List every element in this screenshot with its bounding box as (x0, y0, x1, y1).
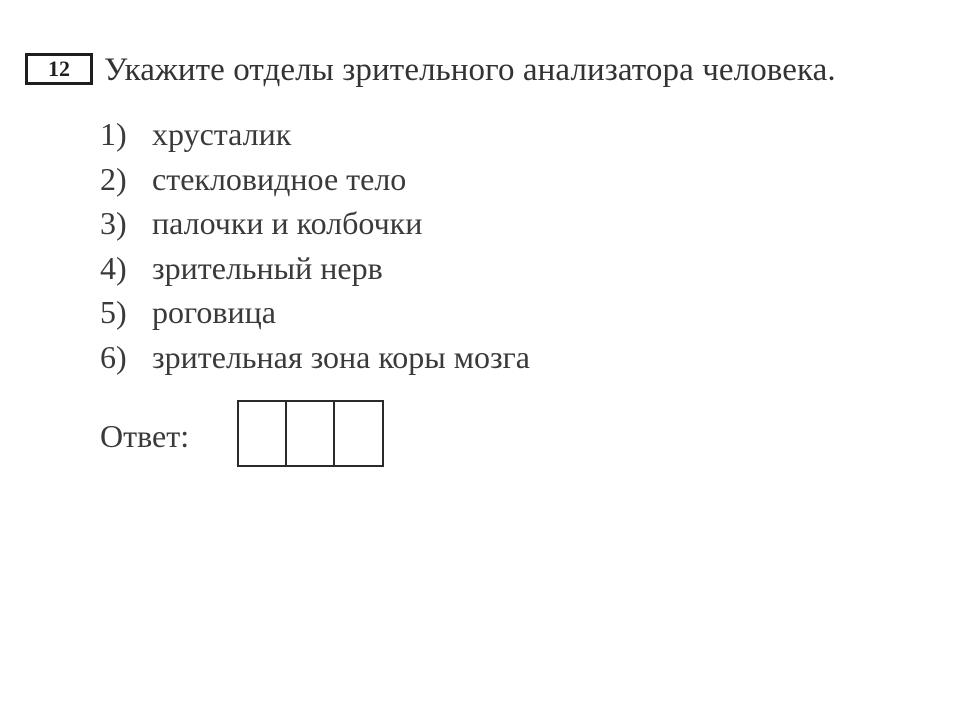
option-number: 3) (100, 205, 127, 242)
options-list (100, 112, 530, 380)
option-item-1 (100, 112, 530, 157)
option-label: стекловидное тело (152, 160, 407, 197)
answer-cell-3[interactable] (335, 402, 382, 465)
question-number-box: 12 (25, 53, 93, 85)
answer-grid (237, 400, 384, 467)
answer-label: Ответ: (100, 418, 190, 454)
option-label: зрительная зона коры мозга (152, 338, 530, 375)
option-item-6 (100, 335, 530, 380)
option-label: зрительный нерв (152, 249, 383, 286)
option-label: роговица (152, 294, 276, 331)
option-number: 6) (100, 338, 127, 375)
option-number: 5) (100, 294, 127, 331)
answer-cell-2[interactable] (287, 402, 335, 465)
option-item-2 (100, 157, 530, 202)
option-number: 1) (100, 116, 127, 152)
option-label: палочки и колбочки (152, 205, 423, 242)
option-number: 4) (100, 249, 127, 286)
option-item-3 (100, 201, 530, 246)
question-text: Укажите отделы зрительного анализатора человека. (104, 52, 836, 88)
option-number: 2) (100, 160, 127, 197)
option-item-5 (100, 290, 530, 335)
option-item-4 (100, 246, 530, 291)
option-label: хрусталик (152, 116, 292, 152)
answer-cell-1[interactable] (239, 402, 287, 465)
